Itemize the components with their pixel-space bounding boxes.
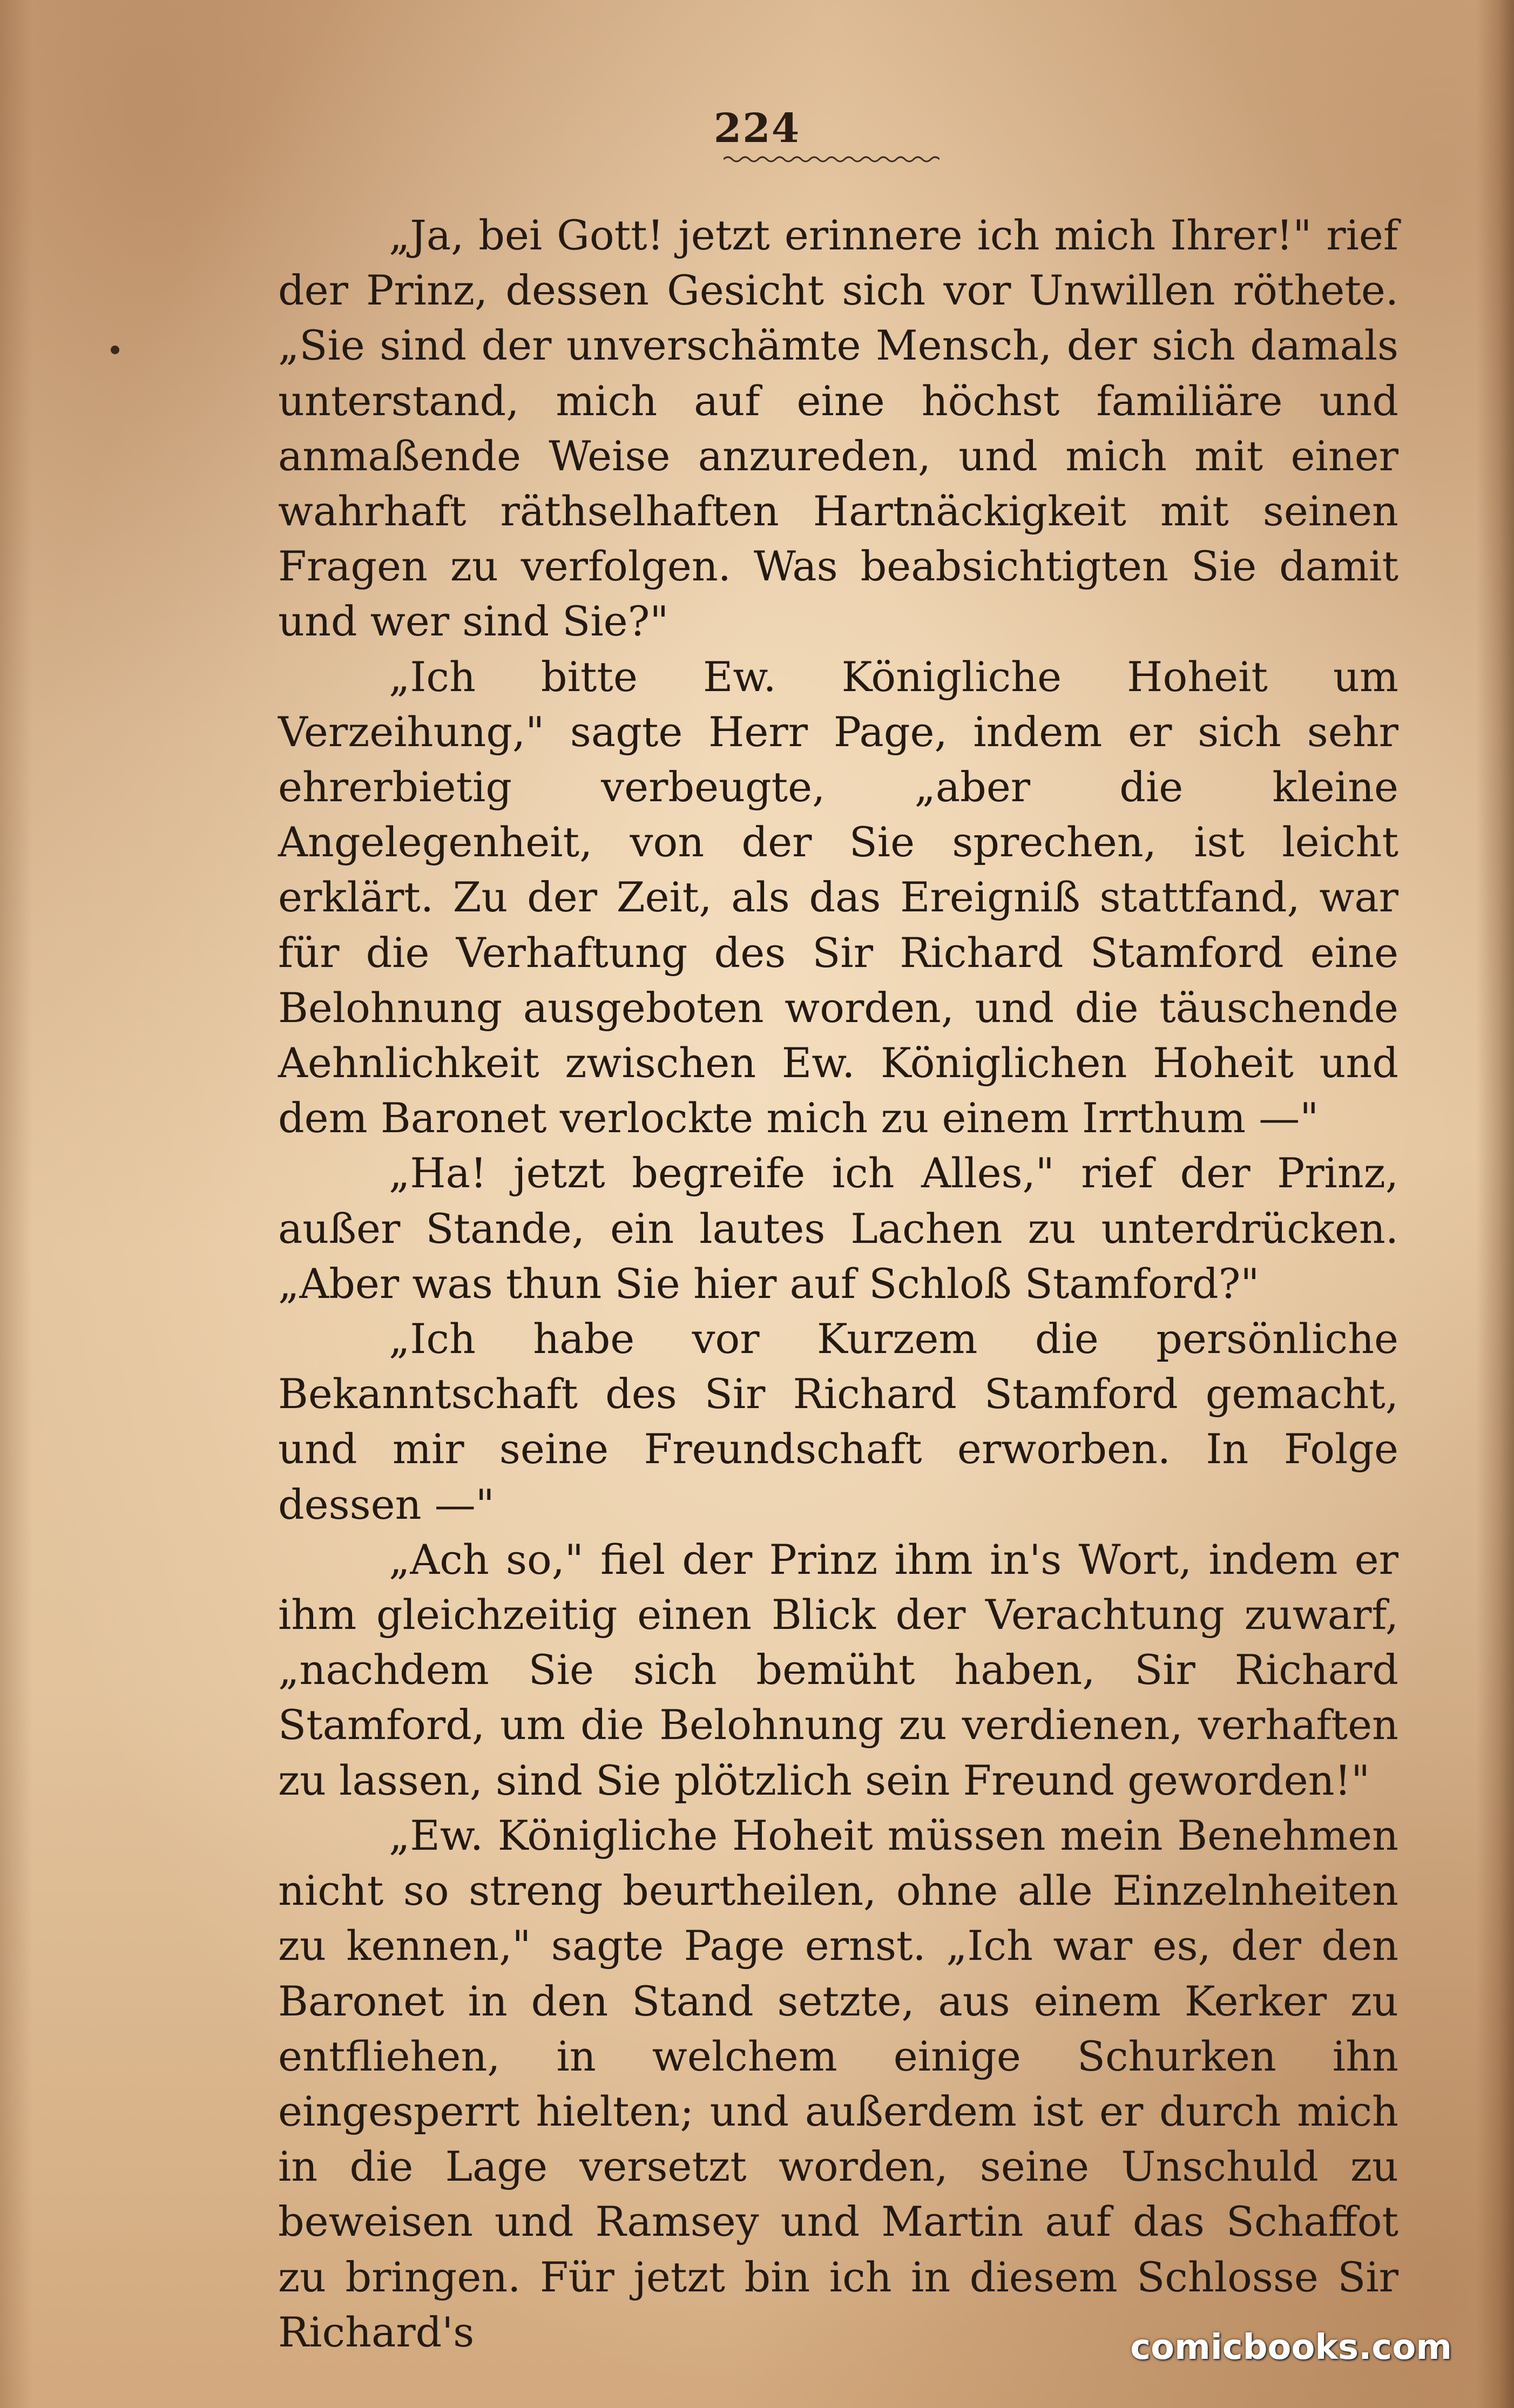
page-left-shadow bbox=[0, 0, 32, 2408]
site-watermark: comicbooks.com bbox=[1130, 2328, 1452, 2368]
paragraph: „Ich bitte Ew. Königliche Hoheit um Verzeihung," sagte Herr Page, indem er sich sehr ehrerbietig verbeugte, „aber die kleine Angelegenheit, von der Sie sprechen, ist leicht erklärt. Zu der Zeit, als das Ereigniß stattfand, war für die Verhaftung des Sir Richard Stamford eine Belohnung ausgeboten worden, und die täuschende Aehnlichkeit zwischen Ew. Königlichen Hoheit und dem Baronet verlockte mich zu einem Irrthum —" bbox=[278, 652, 1398, 1142]
body-text bbox=[278, 208, 1398, 2360]
margin-dot-mark bbox=[111, 346, 119, 354]
page-right-shadow bbox=[1476, 0, 1514, 2408]
paragraph: „Ew. Königliche Hoheit müssen mein Benehmen nicht so streng beurtheilen, ohne alle Einzelnheiten zu kennen," sagte Page ernst. „Ich war es, der den Baronet in den Stand setzte, aus einem Kerker zu entfliehen, in welchem einige Schurken ihn eingesperrt hielten; und außerdem ist er durch mich in die Lage versetzt worden, seine Unschuld zu beweisen und Ramsey und Martin auf das Schaffot zu bringen. Für jetzt bin ich in diesem Schlosse Sir Richard's bbox=[278, 1811, 1398, 2356]
wavy-rule-ornament bbox=[724, 154, 940, 165]
paragraph: „Ha! jetzt begreife ich Alles," rief der Prinz, außer Stande, ein lautes Lachen zu unterdrücken. „Aber was thun Sie hier auf Schloß Stamford?" bbox=[278, 1149, 1398, 1308]
page-number: 224 bbox=[713, 105, 801, 152]
paragraph: „Ach so," fiel der Prinz ihm in's Wort, indem er ihm gleichzeitig einen Blick der Verachtung zuwarf, „nachdem Sie sich bemüht haben, Sir Richard Stamford, um die Belohnung zu verdienen, verhaften zu lassen, sind Sie plötzlich sein Freund geworden!" bbox=[278, 1535, 1398, 1804]
paragraph: „Ich habe vor Kurzem die persönliche Bekanntschaft des Sir Richard Stamford gemacht, und mir seine Freundschaft erworben. In Folge dessen —" bbox=[278, 1315, 1398, 1528]
paragraph: „Ja, bei Gott! jetzt erinnere ich mich Ihrer!" rief der Prinz, dessen Gesicht sich vor Unwillen röthete. „Sie sind der unverschämte Mensch, der sich damals unterstand, mich auf eine höchst familiäre und anmaßende Weise anzureden, und mich mit einer wahrhaft räthselhaften Hartnäckigkeit mit seinen Fragen zu verfolgen. Was beabsichtigten Sie damit und wer sind Sie?" bbox=[278, 211, 1398, 646]
